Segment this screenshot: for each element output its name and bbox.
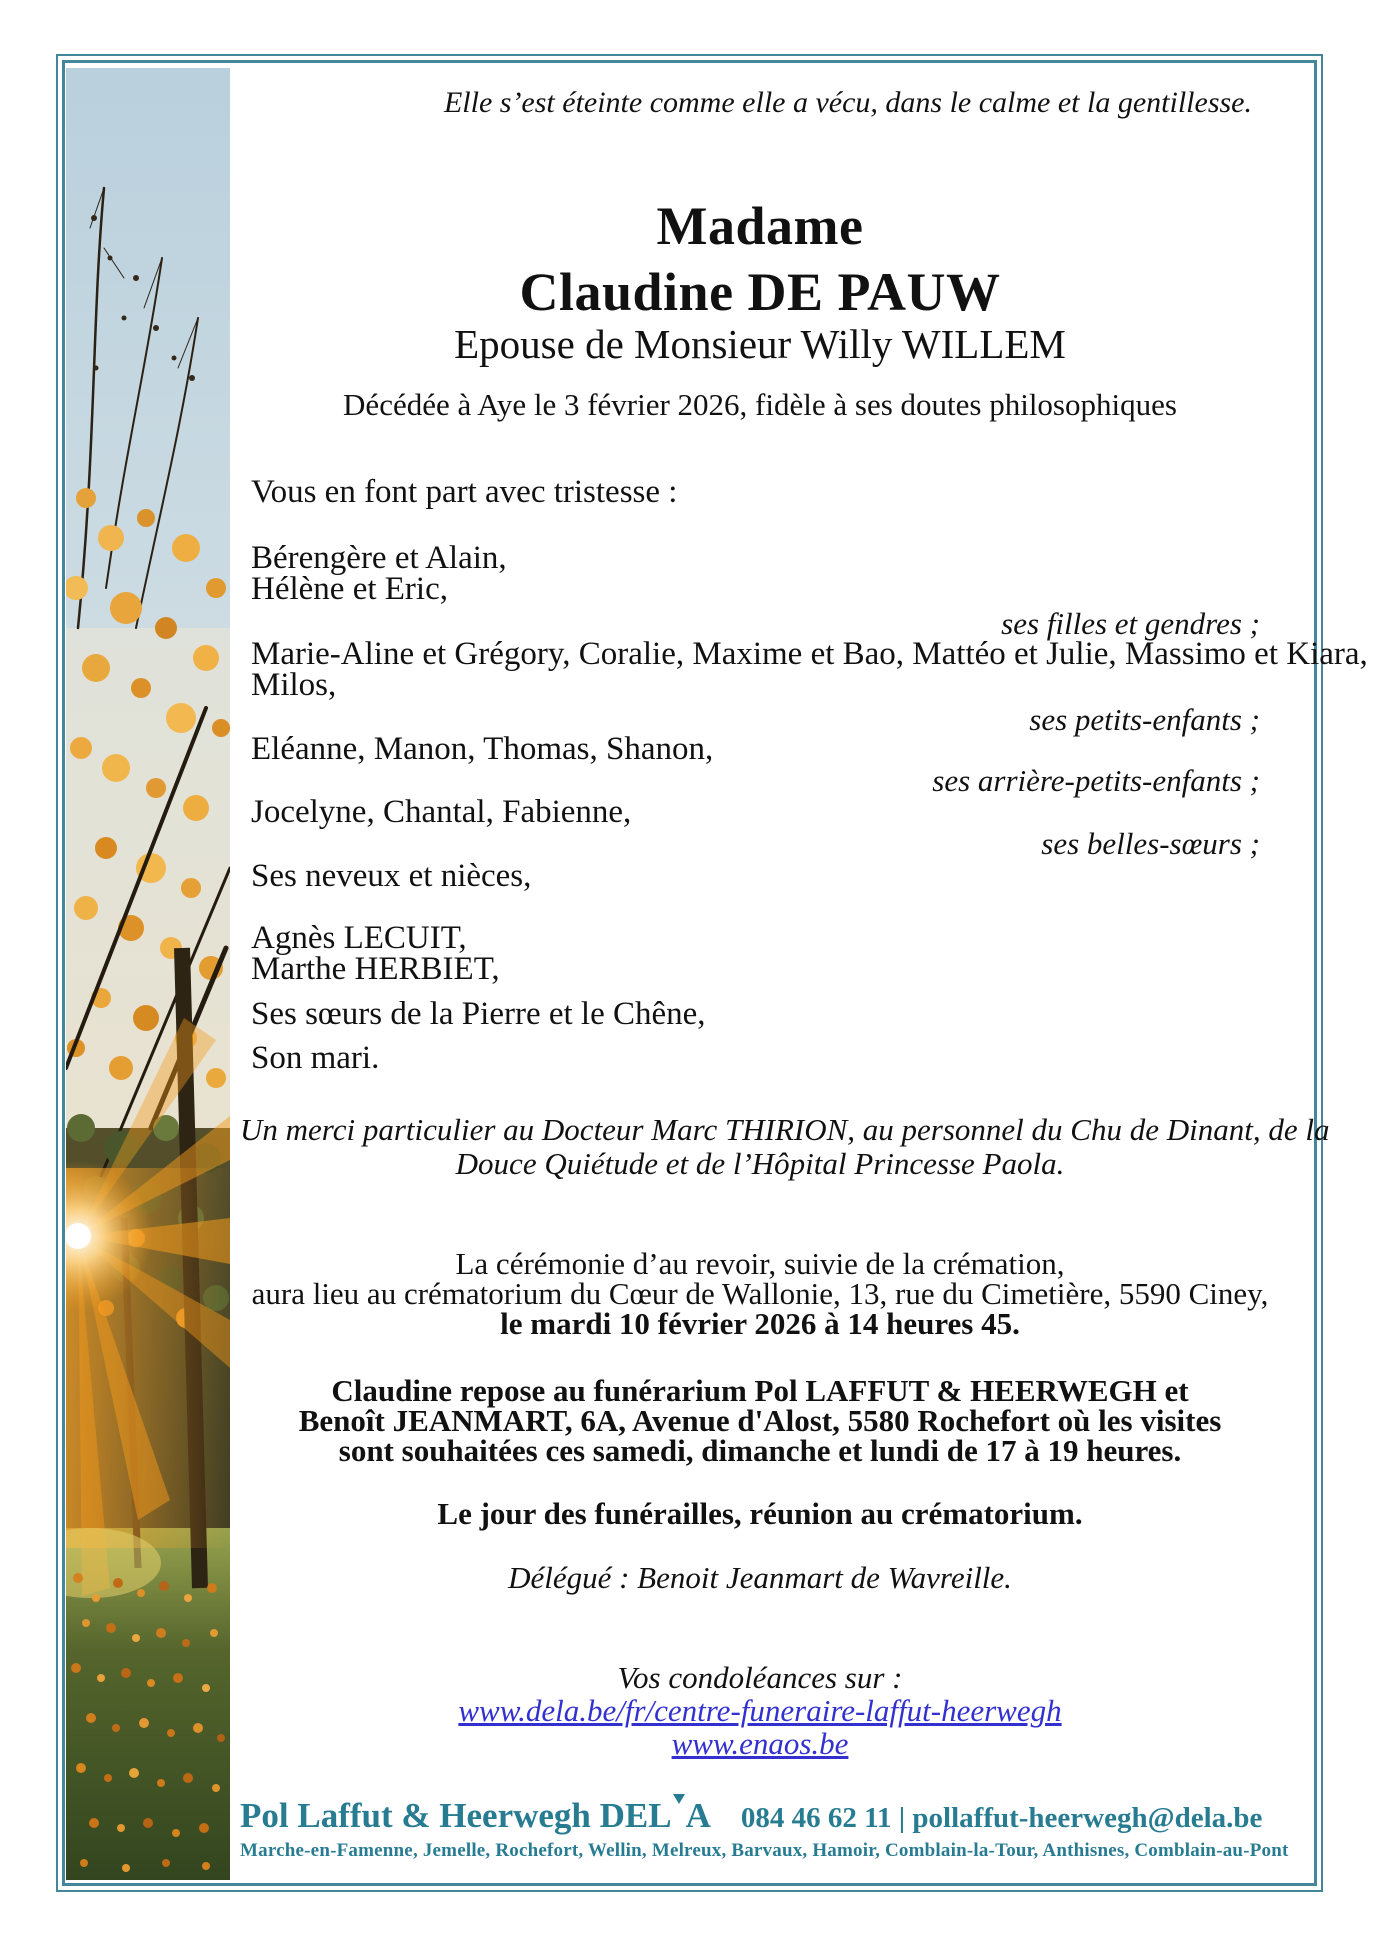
family-line: Ses sœurs de la Pierre et le Chêne, bbox=[251, 996, 706, 1032]
funeral-day-line: Le jour des funérailles, réunion au crématorium. bbox=[437, 1496, 1083, 1531]
family-line: Ses neveux et nièces, bbox=[251, 858, 532, 894]
footer-brand-row bbox=[240, 1794, 1263, 1835]
condolences-link-row bbox=[240, 1694, 1280, 1729]
family-line: Marthe HERBIET, bbox=[251, 951, 500, 987]
condolences-label: Vos condoléances sur : bbox=[617, 1660, 903, 1695]
family-line: Hélène et Eric, bbox=[251, 571, 448, 607]
footer-contact: 084 46 62 11 | pollaffut-heerwegh@dela.be bbox=[740, 1802, 1263, 1834]
family-line: Son mari. bbox=[251, 1040, 380, 1076]
epigraph: Elle s’est éteinte comme elle a vécu, dans le calme et la gentillesse. bbox=[443, 86, 1252, 119]
family-line: Milos, bbox=[251, 667, 337, 703]
funeral-home-logo: Pol Laffut & Heerwegh DEL A bbox=[240, 1796, 711, 1835]
ceremony-line: aura lieu au crématorium du Cœur de Wallonie, 13, rue du Cimetière, 5590 Ciney, bbox=[251, 1276, 1269, 1311]
relation-label: ses petits-enfants ; bbox=[1029, 702, 1260, 737]
ceremony-date-line: le mardi 10 février 2026 à 14 heures 45. bbox=[500, 1306, 1020, 1341]
page-title: Madame bbox=[656, 196, 864, 256]
autumn-photo bbox=[66, 68, 230, 1880]
family-line: Marie-Aline et Grégory, Coralie, Maxime et Bao, Mattéo et Julie, Massimo et Kiara, bbox=[251, 636, 1368, 672]
repose-line: sont souhaitées ces samedi, dimanche et lundi de 17 à 19 heures. bbox=[338, 1433, 1182, 1468]
repose-line: Claudine repose au funérarium Pol LAFFUT & HEERWEGH et bbox=[331, 1373, 1189, 1408]
death-line: Décédée à Aye le 3 février 2026, fidèle à ses doutes philosophiques bbox=[343, 387, 1177, 422]
delegate-line: Délégué : Benoit Jeanmart de Wavreille. bbox=[508, 1560, 1012, 1595]
relation-label: ses belles-sœurs ; bbox=[1041, 826, 1260, 861]
condolences-link-dela[interactable]: www.dela.be/fr/centre-funeraire-laffut-heerwegh bbox=[458, 1693, 1062, 1728]
condolences-link-row bbox=[240, 1727, 1280, 1762]
family-line: Jocelyne, Chantal, Fabienne, bbox=[251, 794, 632, 830]
repose-line: Benoît JEANMART, 6A, Avenue d'Alost, 5580 Rochefort où les visites bbox=[298, 1403, 1222, 1438]
autumn-photo-graphic bbox=[66, 68, 230, 1880]
dela-triangle-icon bbox=[673, 1794, 685, 1804]
intro-line: Vous en font part avec tristesse : bbox=[251, 474, 678, 510]
condolences-link-enaos[interactable]: www.enaos.be bbox=[671, 1726, 849, 1761]
dela-logo: DEL A bbox=[599, 1796, 711, 1835]
deceased-name: Claudine DE PAUW bbox=[519, 262, 1001, 322]
footer-locations: Marche-en-Famenne, Jemelle, Rochefort, Wellin, Melreux, Barvaux, Hamoir, Comblain-la-Tour, Anthisnes, Comblain-au-Pont bbox=[240, 1840, 1289, 1861]
family-line: Agnès LECUIT, bbox=[251, 920, 467, 956]
relation-label: ses filles et gendres ; bbox=[1001, 606, 1260, 641]
spouse-line: Epouse de Monsieur Willy WILLEM bbox=[454, 321, 1066, 367]
thanks-line: Douce Quiétude et de l’Hôpital Princesse Paola. bbox=[455, 1146, 1065, 1181]
thanks-line: Un merci particulier au Docteur Marc THIRION, au personnel du Chu de Dinant, de la bbox=[240, 1112, 1330, 1147]
relation-label: ses arrière-petits-enfants ; bbox=[932, 763, 1260, 798]
family-line: Bérengère et Alain, bbox=[251, 540, 507, 576]
family-line: Eléanne, Manon, Thomas, Shanon, bbox=[251, 731, 714, 767]
ceremony-line: La cérémonie d’au revoir, suivie de la crémation, bbox=[455, 1246, 1065, 1281]
